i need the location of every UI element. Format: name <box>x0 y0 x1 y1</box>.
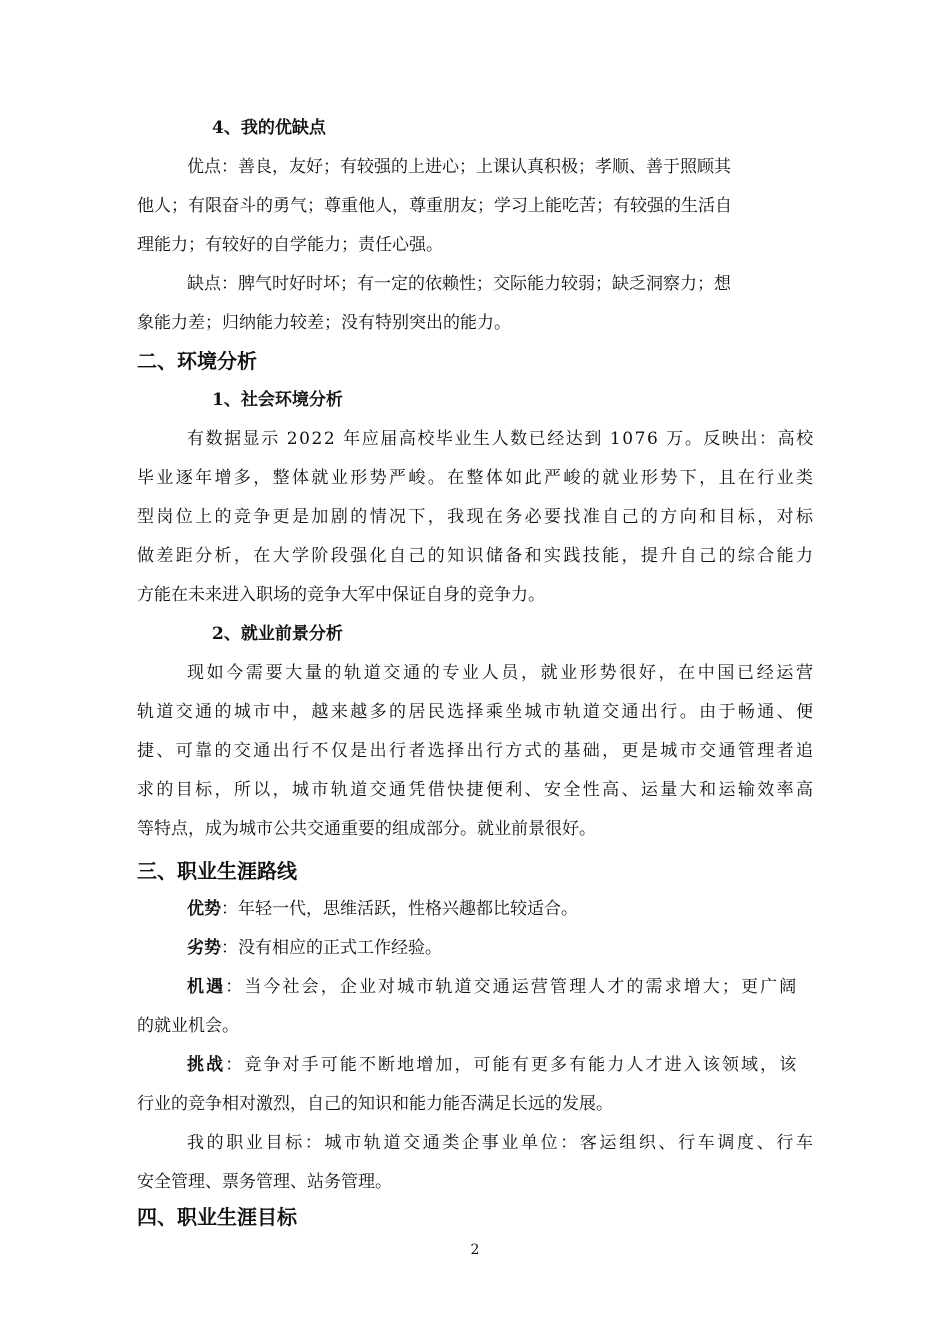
chapter-heading-career-path: 三、职业生涯路线 <box>137 859 297 883</box>
swot-weakness-label: 劣势 <box>187 938 221 958</box>
strengths-line-3: 理能力；有较好的自学能力；责任心强。 <box>137 235 443 255</box>
chapter-heading-career-goals: 四、职业生涯目标 <box>137 1205 297 1229</box>
social-line-4: 做差距分析，在大学阶段强化自己的知识储备和实践技能，提升自己的综合能力 <box>137 546 816 566</box>
prospect-line-1: 现如今需要大量的轨道交通的专业人员，就业形势很好，在中国已经运营 <box>187 663 816 683</box>
swot-opportunity <box>187 976 798 998</box>
swot-challenge-text-1: ：竞争对手可能不断地增加，可能有更多有能力人才进入该领域，该 <box>225 1055 799 1075</box>
prospect-line-2: 轨道交通的城市中，越来越多的居民选择乘坐城市轨道交通出行。由于畅通、便 <box>137 702 816 722</box>
strengths-line-2: 他人；有限奋斗的勇气；尊重他人，尊重朋友；学习上能吃苦；有较强的生活自 <box>137 196 732 216</box>
weaknesses-line-1: 缺点：脾气时好时坏；有一定的依赖性；交际能力较弱；缺乏洞察力；想 <box>187 274 731 294</box>
swot-challenge-text-2: 行业的竞争相对激烈，自己的知识和能力能否满足长远的发展。 <box>137 1094 613 1114</box>
weaknesses-line-2: 象能力差；归纳能力较差；没有特别突出的能力。 <box>137 313 511 333</box>
swot-challenge <box>187 1054 798 1076</box>
social-line-2: 毕业逐年增多，整体就业形势严峻。在整体如此严峻的就业形势下，且在行业类 <box>137 468 816 488</box>
prospect-line-3: 捷、可靠的交通出行不仅是出行者选择出行方式的基础，更是城市交通管理者追 <box>137 741 816 761</box>
social-line-3: 型岗位上的竞争更是加剧的情况下，我现在务必要找准自己的方向和目标，对标 <box>137 507 816 527</box>
prospect-line-5: 等特点，成为城市公共交通重要的组成部分。就业前景很好。 <box>137 819 596 839</box>
swot-opportunity-text-2: 的就业机会。 <box>137 1016 239 1036</box>
section-heading-strengths-weaknesses: 4、我的优缺点 <box>212 118 326 138</box>
social-line-1: 有数据显示 2022 年应届高校毕业生人数已经达到 1076 万。反映出：高校 <box>187 429 815 449</box>
chapter-heading-environment-analysis: 二、环境分析 <box>137 349 257 373</box>
section-heading-employment-prospect: 2、就业前景分析 <box>212 624 343 644</box>
strengths-line-1: 优点：善良，友好；有较强的上进心；上课认真积极；孝顺、善于照顾其 <box>187 157 731 177</box>
section-heading-social-environment: 1、社会环境分析 <box>212 390 343 410</box>
swot-advantage <box>187 898 578 920</box>
career-goal-line-2: 安全管理、票务管理、站务管理。 <box>137 1172 392 1192</box>
swot-advantage-label: 优势 <box>187 899 221 919</box>
swot-weakness <box>187 937 442 959</box>
social-line-5: 方能在未来进入职场的竞争大军中保证自身的竞争力。 <box>137 585 545 605</box>
swot-advantage-text: ：年轻一代，思维活跃，性格兴趣都比较适合。 <box>221 899 578 919</box>
prospect-line-4: 求的目标，所以，城市轨道交通凭借快捷便利、安全性高、运量大和运输效率高 <box>137 780 816 800</box>
page-number: 2 <box>470 1242 480 1258</box>
career-goal-line-1: 我的职业目标：城市轨道交通类企事业单位：客运组织、行车调度、行车 <box>187 1133 816 1153</box>
swot-weakness-text: ：没有相应的正式工作经验。 <box>221 938 442 958</box>
swot-challenge-label: 挑战 <box>187 1055 226 1075</box>
swot-opportunity-text-1: ：当今社会，企业对城市轨道交通运营管理人才的需求增大；更广阔 <box>225 977 799 997</box>
swot-opportunity-label: 机遇 <box>187 977 226 997</box>
